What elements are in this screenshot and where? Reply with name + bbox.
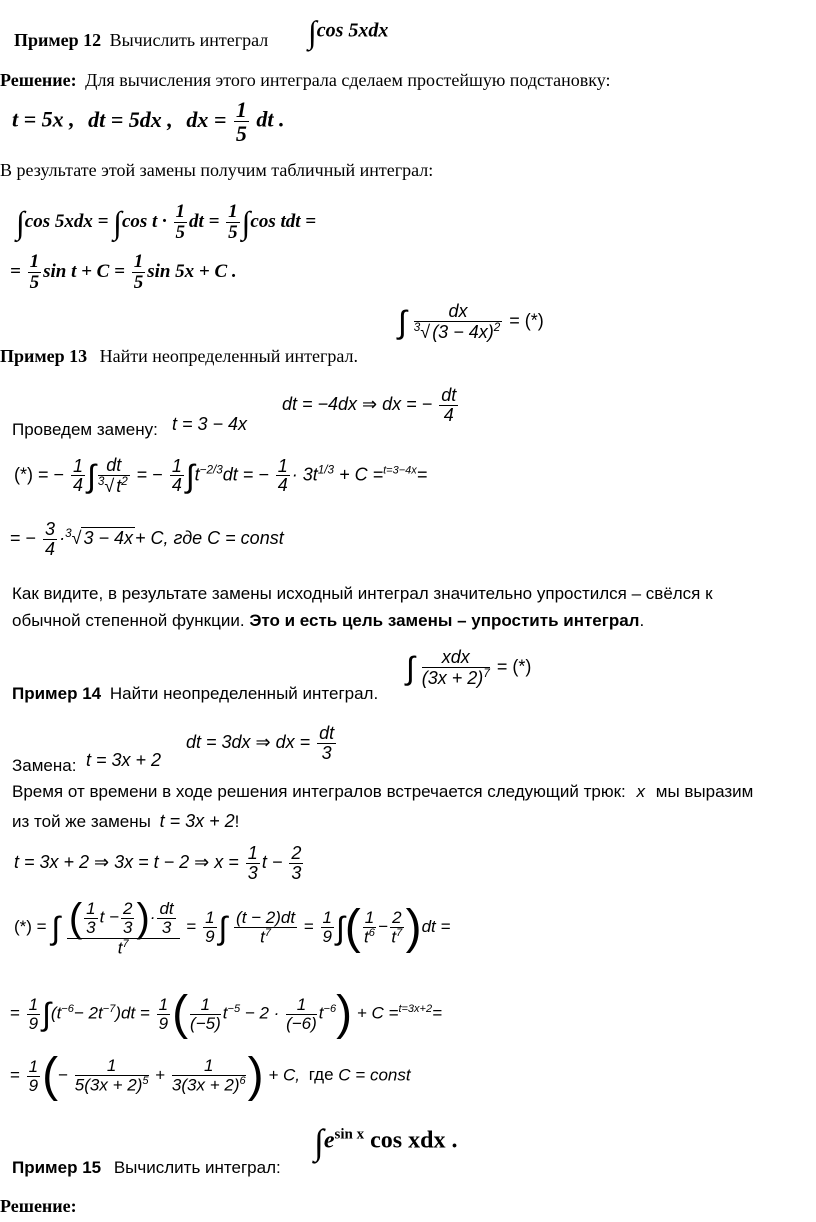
expr: t = 3x + 2 ⇒ 3x = t − 2 ⇒ x = (14, 852, 239, 873)
expr: · (59, 528, 66, 549)
expr: t (364, 927, 369, 947)
radicand (430, 321, 502, 342)
numerator: 1 (28, 1056, 39, 1076)
integral-sign: ∫ (308, 14, 317, 50)
radicand: 3 − 4x (83, 528, 134, 549)
power: 7 (483, 666, 490, 680)
denominator: 5 (133, 271, 144, 293)
root-index: 3 (413, 320, 421, 334)
expr: = − (136, 464, 163, 485)
expr: t (260, 927, 265, 947)
power: −5 (227, 1002, 241, 1015)
power: 6 (239, 1075, 246, 1088)
expr: dt = −4dx ⇒ dx = − (282, 394, 433, 415)
expr: · 3t (291, 464, 318, 485)
expr: cos tdt = (250, 210, 317, 232)
numerator: 1 (172, 1057, 246, 1076)
power: 7 (122, 938, 129, 950)
denominator: (−5) (190, 1013, 221, 1033)
t-equation: t = 3x + 2 (86, 750, 162, 770)
expr: = (303, 917, 314, 937)
denominator: $^3$√ $(3 - 4x)^2$ (413, 320, 501, 342)
numerator: 3 (45, 519, 56, 539)
integral-sign: ∫ (185, 457, 195, 494)
integral-sign: ∫ (314, 1122, 324, 1162)
numerator: dt (98, 456, 130, 476)
example-13-heading (0, 346, 358, 367)
fraction (321, 909, 334, 946)
fraction (246, 844, 260, 883)
fraction (172, 1057, 246, 1094)
expr: (t (50, 1003, 62, 1023)
expr: = (*) (496, 656, 532, 677)
expr: = (416, 464, 428, 485)
expr: t − (261, 852, 283, 873)
denominator: 3 (86, 917, 96, 937)
solution-12 (0, 70, 611, 91)
paragraph-13-line-2 (12, 611, 644, 631)
expr: t (391, 927, 397, 947)
expr: 3(3x + 2) (171, 1075, 240, 1095)
solution-text: Для вычисления этого интеграла сделаем простейшую подстановку: (85, 70, 611, 90)
denominator: 9 (205, 927, 215, 947)
fraction (75, 1057, 149, 1094)
numerator: dt (319, 723, 335, 743)
numerator: 1 (171, 455, 182, 476)
fraction (43, 520, 57, 559)
expr: (*) = − (14, 464, 65, 485)
denominator: 3 (123, 917, 133, 937)
denominator: $^3$√ $t^2$ (97, 474, 128, 496)
expr: C = const (338, 1065, 411, 1085)
numerator (67, 898, 180, 939)
dx-rhs: dt . (256, 106, 285, 132)
numerator: 1 (190, 996, 221, 1015)
denominator (234, 928, 297, 947)
numerator: 1 (228, 201, 238, 222)
denominator: 4 (73, 475, 84, 496)
fraction (439, 386, 458, 425)
power: sin x (334, 1126, 365, 1143)
example-13-label: Пример 13 (0, 346, 88, 366)
calc-13-line-1 (14, 456, 427, 496)
solution-label: Решение: (0, 70, 77, 90)
expr: = (10, 260, 21, 282)
numerator: 1 (28, 994, 39, 1014)
fraction (286, 996, 317, 1033)
fraction (190, 996, 221, 1033)
denominator: 4 (45, 538, 56, 559)
expr: = (432, 1003, 443, 1023)
denominator: 5 (235, 121, 247, 147)
integral-sign: ∫ (406, 649, 415, 686)
fraction (27, 996, 40, 1033)
fraction (414, 302, 502, 342)
numerator: 1 (133, 251, 144, 272)
calc-14-line-1: (*) = ∫ ( $\frac{1}{3}$ t − $\frac{2}{3}$ )· $\frac{dt}{3}$ $t^7$ = $\frac{1}{9}$ ∫ $\frac{(t - 2)dt}{t^7}$ = $\frac{1}{9}$ ∫( $\frac{1}{t^6}$ − $\frac{2}{t^7}$ )dt = (14, 896, 451, 958)
paren-open: ( (68, 896, 83, 940)
denominator: 3 (291, 862, 302, 883)
power: 6 (368, 926, 375, 939)
numerator: 1 (322, 908, 332, 928)
denominator: 9 (28, 1075, 39, 1095)
example-14-label: Пример 14 (12, 684, 102, 703)
denominator: 4 (277, 475, 288, 496)
numerator: 1 (205, 908, 215, 928)
dx-equation: dx = (186, 106, 227, 132)
expr: t (318, 1003, 324, 1023)
power: 5 (142, 1075, 149, 1088)
calc-14-line-2 (10, 987, 443, 1040)
fraction (234, 909, 297, 946)
expr: + C = (356, 1003, 399, 1023)
numerator: 1 (277, 455, 288, 476)
expr: − 2t (73, 1003, 103, 1023)
expr: · (149, 907, 156, 927)
expr: (*) = (14, 917, 47, 937)
root-index: 3 (97, 474, 105, 488)
denominator: 3 (161, 917, 172, 937)
paren-close: ) (405, 900, 422, 954)
expr: cos 5xdx = (24, 210, 109, 232)
power: 7 (396, 926, 403, 939)
denominator (172, 1076, 246, 1095)
fraction (28, 252, 42, 293)
power: −2/3 (199, 463, 223, 477)
fraction (27, 1058, 40, 1095)
expr: + C, (268, 1065, 301, 1085)
expr: (3x + 2) (421, 667, 484, 688)
denominator: 3 (321, 742, 332, 763)
example-12-text: Вычислить интеграл (109, 30, 269, 50)
fraction (71, 457, 85, 496)
paren-open: ( (344, 900, 361, 954)
numerator: dt (441, 385, 457, 405)
fraction (422, 648, 490, 688)
paren-open: ( (42, 1049, 59, 1102)
numerator: 2 (291, 843, 302, 863)
numerator: 1 (247, 843, 258, 863)
expr: cos t · (121, 210, 167, 232)
expr: = (10, 1065, 20, 1085)
expr: 5(3x + 2) (74, 1075, 143, 1095)
expr: + C = (339, 464, 384, 485)
denominator (422, 668, 490, 688)
example-12-integral (308, 16, 388, 48)
expr: dt = − (222, 464, 269, 485)
substitution-note: t=3−4x (383, 464, 417, 477)
replacement-13-label: Проведем замену: (12, 420, 158, 439)
power: 7 (264, 926, 271, 939)
fraction (317, 724, 336, 763)
power: −6 (61, 1002, 74, 1015)
numerator: 2 (123, 898, 133, 918)
dt-equation (186, 724, 338, 763)
denominator: 9 (158, 1013, 169, 1033)
numerator: 2 (392, 908, 402, 928)
fraction (157, 996, 170, 1033)
text: мы выразим (655, 782, 754, 801)
denominator: (−6) (286, 1013, 317, 1033)
denominator: 4 (443, 404, 454, 425)
numerator: dt (159, 898, 174, 918)
numerator: 1 (175, 201, 186, 222)
t-equation: t = 3 − 4x (172, 414, 248, 434)
fraction (174, 202, 188, 243)
example-14-heading (12, 684, 378, 704)
paren-open: ( (172, 987, 189, 1040)
example-12-heading (14, 30, 268, 51)
paragraph-13-line-1: Как видите, в результате замены исходный интеграл значительно упростился – свёлся к (12, 584, 713, 603)
fraction (390, 909, 403, 946)
denominator: 5 (175, 221, 186, 243)
fraction (276, 457, 290, 496)
fraction (170, 457, 184, 496)
expr: cos xdx . (370, 1127, 458, 1154)
fraction (84, 900, 97, 937)
trick-line-1 (12, 782, 753, 802)
expr: dt = 3dx ⇒ dx = (186, 732, 311, 753)
denominator (75, 1076, 149, 1095)
example-14-text: Найти неопределенный интеграл. (109, 684, 379, 703)
power: −6 (323, 1002, 337, 1015)
denominator: 9 (322, 927, 332, 947)
expr: e (323, 1127, 335, 1154)
integral-sign: ∫ (16, 204, 25, 241)
fraction (363, 909, 376, 946)
expr: sin 5x + C . (147, 260, 237, 282)
substitution-12 (12, 98, 284, 145)
integral-sign: ∫ (398, 303, 407, 340)
expr: dt = (189, 210, 220, 232)
emphasis-text: Это и есть цель замены – упростить интеграл (249, 611, 640, 630)
expr: t (194, 464, 200, 485)
expr: t (222, 1003, 228, 1023)
table-integral-text: В результате этой замены получим табличный интеграл: (0, 160, 434, 180)
fraction (98, 456, 130, 496)
example-13-integral (398, 302, 544, 342)
text: из той же замены (12, 812, 151, 831)
paren-close: ) (247, 1049, 264, 1102)
expr: + (155, 1065, 166, 1085)
paren-close: ) (336, 987, 353, 1040)
denominator: 5 (29, 271, 40, 293)
integral-sign: ∫ (42, 996, 51, 1032)
integral-sign: ∫ (241, 204, 251, 241)
text: где (308, 1065, 334, 1085)
denominator: 5 (228, 221, 238, 243)
denominator: 9 (28, 1013, 39, 1033)
expr: = (*) (509, 310, 544, 331)
calc-12-line-2 (10, 252, 237, 293)
numerator: (t − 2)dt (236, 908, 296, 928)
expr: t (116, 475, 122, 496)
variable-x: x (636, 782, 646, 801)
solution-15-label: Решение: (0, 1196, 77, 1216)
denominator (363, 928, 376, 947)
expr: sin t + C = (43, 260, 125, 282)
denominator (390, 928, 403, 947)
numerator: dx (414, 302, 502, 322)
fraction (203, 909, 216, 946)
expr: + C, где C = const (135, 528, 284, 549)
denominator (67, 939, 180, 958)
calc-13-line-2: = − $\frac{3}{4}$ ·$^3$√ 3 − 4x + C, где C = const (10, 519, 284, 559)
expr: = (10, 1003, 20, 1023)
root-index: 3 (65, 527, 72, 541)
numerator: 1 (86, 898, 96, 918)
example-14-integral (406, 648, 531, 688)
numerator: 1 (364, 908, 375, 928)
text: . (639, 611, 645, 630)
expr: − 2 · (244, 1003, 280, 1023)
numerator: 1 (29, 251, 40, 272)
denominator: 3 (247, 862, 258, 883)
numerator: 1 (235, 97, 247, 122)
example-15-text: Вычислить интеграл: (113, 1158, 281, 1177)
example-15-label: Пример 15 (12, 1158, 102, 1177)
example-15-integral (314, 1124, 457, 1160)
calc-12-line-1 (16, 202, 316, 243)
fraction (121, 900, 134, 937)
example-13-text: Найти неопределенный интеграл. (99, 346, 359, 366)
integral-sign: ∫ (113, 204, 122, 241)
t-equation: t = 5x , (12, 106, 75, 132)
power: 2 (121, 474, 128, 488)
power: 2 (493, 320, 501, 334)
example-12-label: Пример 12 (14, 30, 102, 50)
numerator: 1 (158, 994, 169, 1014)
paren-close: ) (136, 896, 150, 940)
integral-expression: cos 5xdx (316, 19, 389, 42)
expr: t (117, 938, 123, 958)
integral-sign: ∫ (51, 909, 61, 946)
numerator: 1 (286, 996, 317, 1015)
t-equation: t = 3x + 2 (159, 811, 235, 831)
expr: = − (10, 528, 37, 549)
expr: t − (99, 907, 119, 927)
numerator: xdx (422, 648, 490, 668)
fraction (157, 900, 175, 937)
substitution-note: t=3x+2 (398, 1002, 433, 1015)
integral-sign: ∫ (87, 457, 96, 494)
integral-sign: ∫ (335, 909, 345, 946)
big-fraction (67, 898, 180, 958)
text: Время от времени в ходе решения интегралов встречается следующий трюк: (12, 782, 626, 801)
numerator: 1 (73, 455, 84, 476)
trick-line-2 (12, 811, 239, 832)
text: ! (234, 812, 240, 831)
replacement-14-label: Замена: (12, 756, 77, 775)
fraction (132, 252, 146, 293)
power: 1/3 (317, 463, 335, 477)
expr: )dt = (115, 1003, 150, 1023)
denominator: 4 (171, 475, 182, 496)
expr: (3 − 4x) (432, 321, 494, 342)
power: −7 (102, 1002, 116, 1015)
dt-equation (282, 386, 460, 425)
fraction (289, 844, 303, 883)
expr: − (58, 1065, 69, 1085)
example-15-heading (12, 1158, 281, 1178)
expr: = (186, 917, 197, 937)
text: обычной степенной функции. (12, 611, 245, 630)
fraction-one-fifth (234, 98, 249, 145)
express-x (14, 844, 305, 883)
numerator: 1 (75, 1057, 149, 1076)
fraction (226, 202, 240, 243)
calc-14-line-3 (10, 1049, 411, 1102)
expr: dt = (421, 917, 451, 937)
integral-sign: ∫ (218, 909, 228, 946)
dt-equation: dt = 5dx , (88, 106, 173, 132)
